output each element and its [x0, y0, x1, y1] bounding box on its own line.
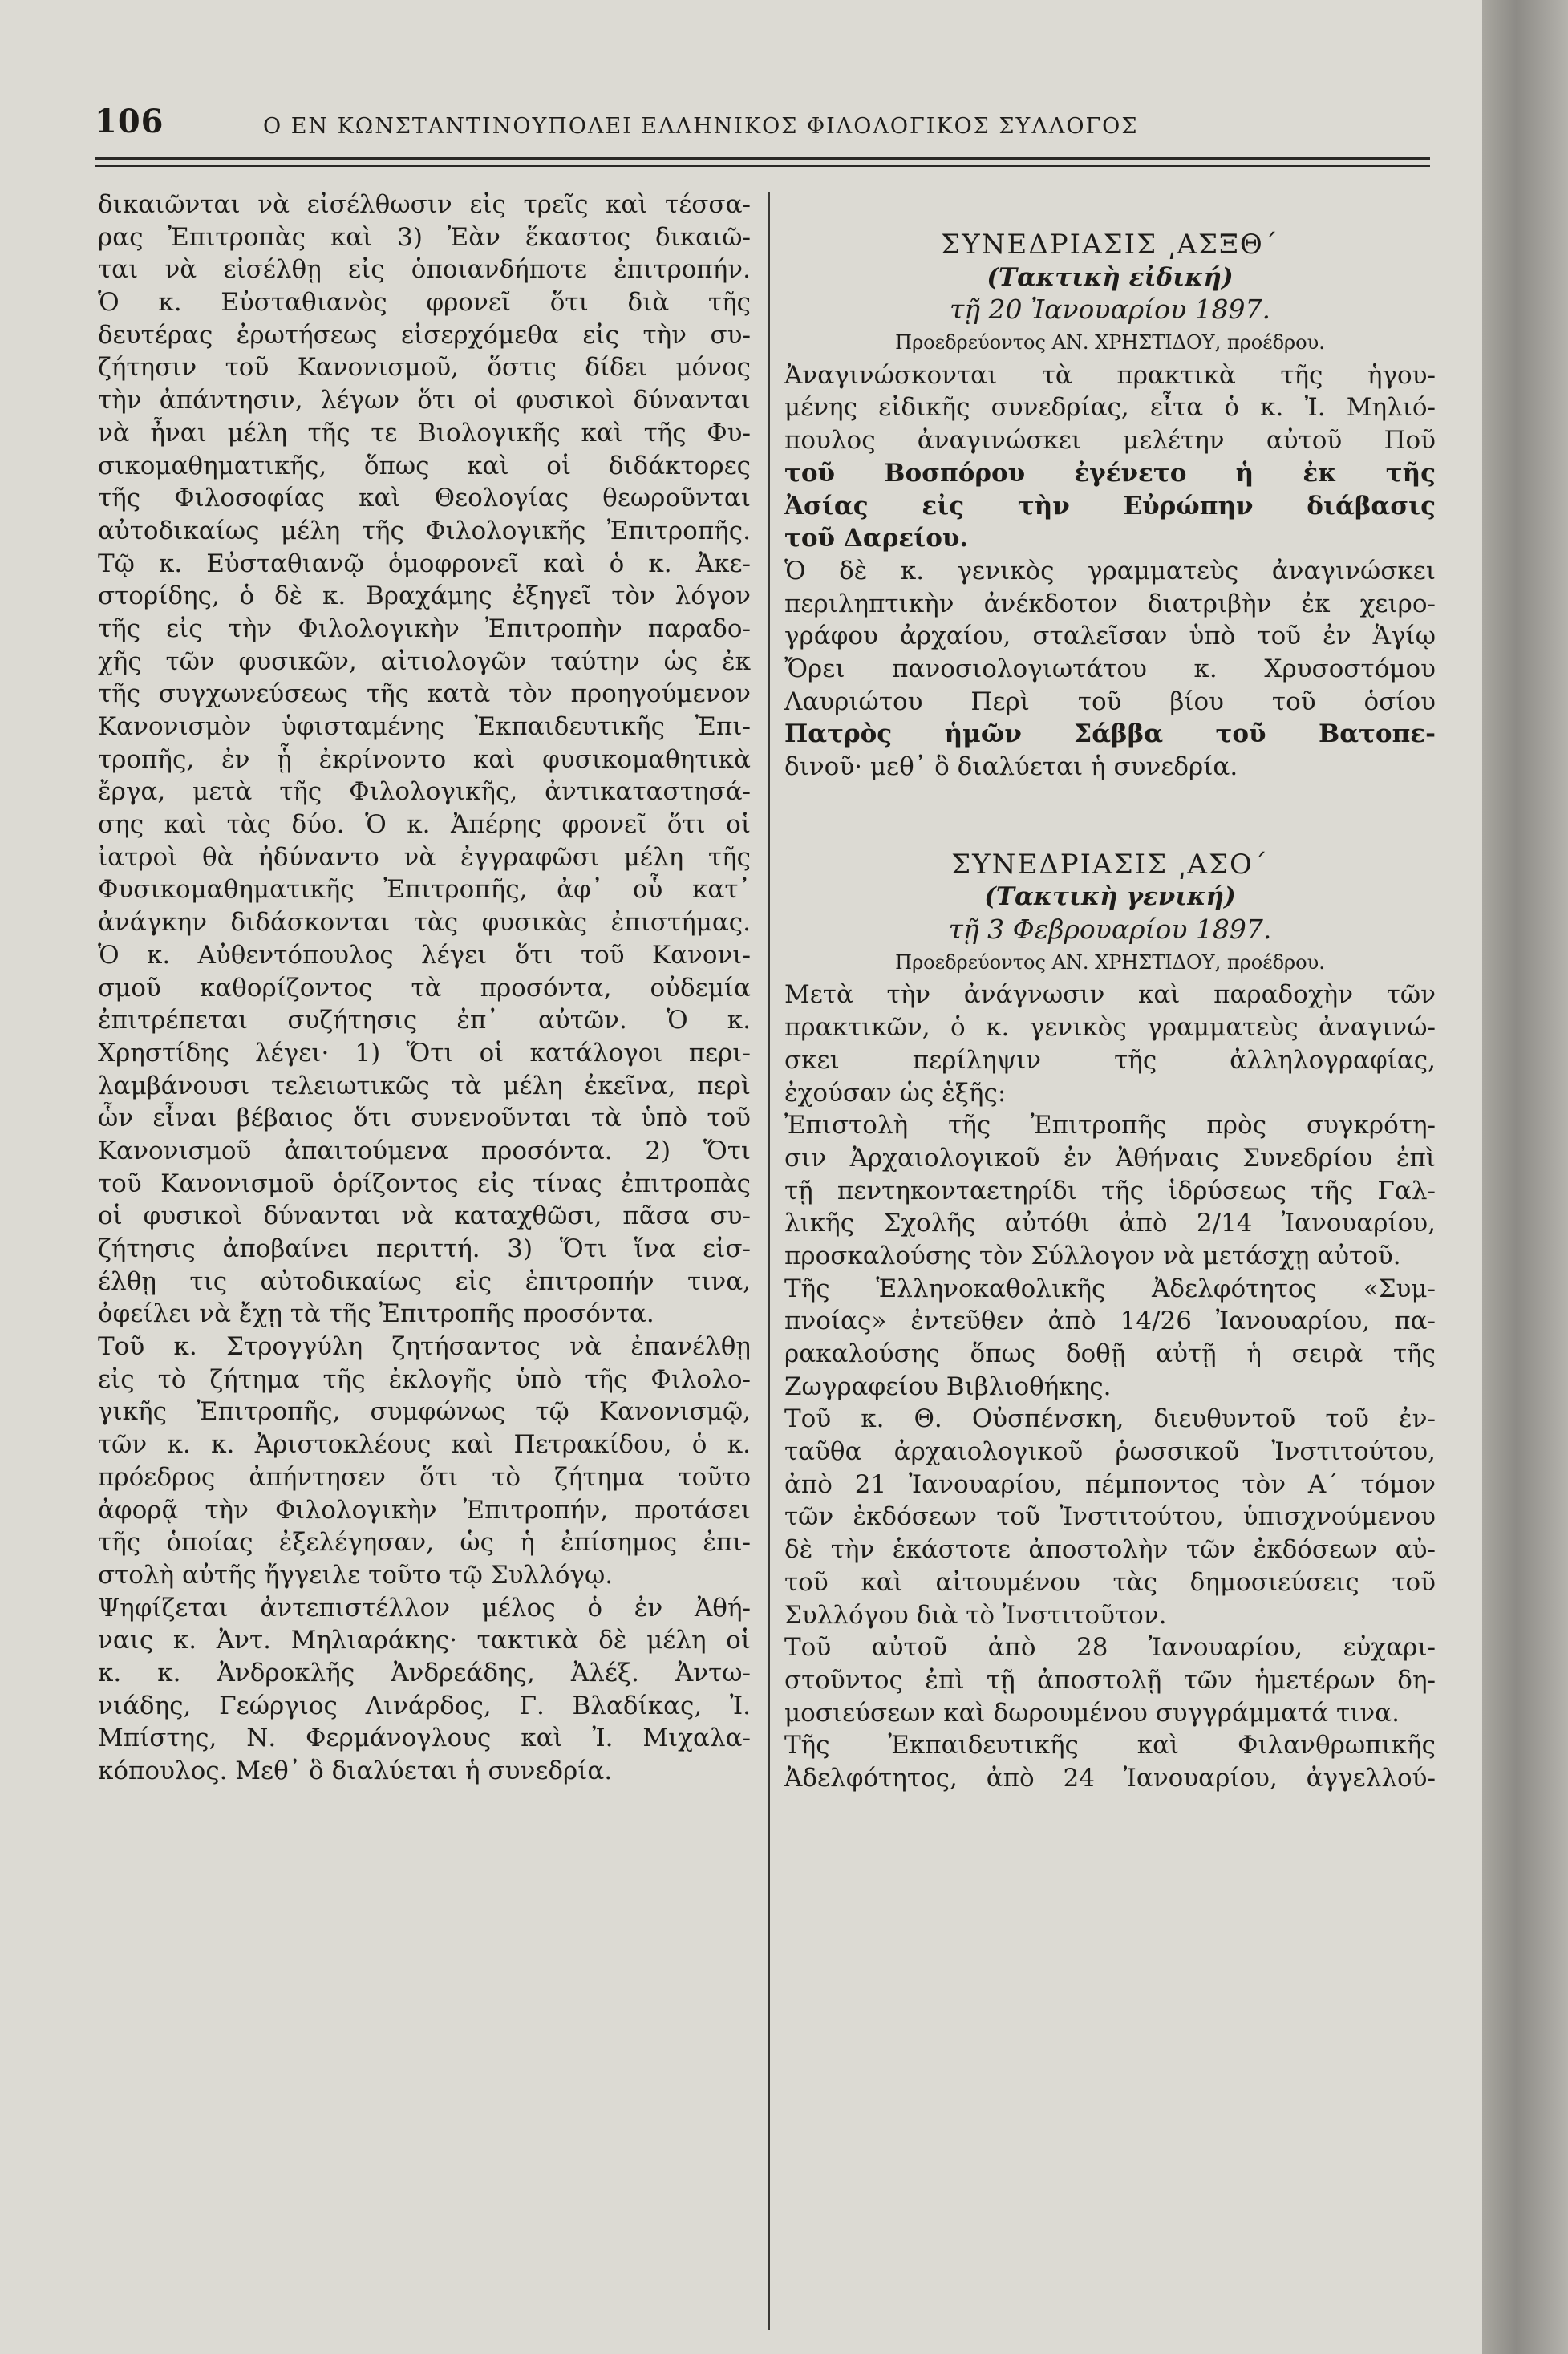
text-line: ζήτησις ἀποβαίνει περιττή. 3) Ὅτι ἵνα εἰσ-: [98, 1234, 751, 1263]
text-line: δικαιῶνται νὰ εἰσέλθωσιν εἰς τρεῖς καὶ τέσσα-: [98, 190, 751, 219]
text-line: Τῷ κ. Εὐσταθιανῷ ὁμοφρονεῖ καὶ ὁ κ. Ἀκε-: [98, 549, 751, 578]
text-line: αὐτοδικαίως μέλη τῆς Φιλολογικῆς Ἐπιτροπῆς.: [98, 516, 751, 545]
text-line: χῆς τῶν φυσικῶν, αἰτιολογῶν ταύτην ὡς ἐκ: [98, 646, 751, 676]
text-line: στορίδης, ὁ δὲ κ. Βραχάμης ἐξηγεῖ τὸν λόγον: [98, 581, 751, 611]
text-line: Ζωγραφείου Βιβλιοθήκης.: [784, 1371, 1112, 1401]
text-line: πρακτικῶν, ὁ κ. γενικὸς γραμματεὺς ἀναγινώ-: [784, 1013, 1436, 1043]
text-line: ἐχούσαν ὡς ἑξῆς:: [784, 1078, 1007, 1108]
text-line: ἔργα, μετὰ τῆς Φιλολογικῆς, ἀντικαταστησά-: [98, 777, 751, 807]
text-line: κόπουλος. Μεθ᾽ ὃ διαλύεται ἡ συνεδρία.: [98, 1756, 613, 1785]
header-rule-thin: [95, 165, 1430, 167]
text-line: ρας Ἐπιτροπὰς καὶ 3) Ἐὰν ἕκαστος δικαιῶ-: [98, 222, 751, 252]
text-line: ἀφορᾷ τὴν Φιλολογικὴν Ἐπιτροπήν, προτάσει: [98, 1495, 751, 1525]
running-title: Ο ΕΝ ΚΩΝΣΤΑΝΤΙΝΟΥΠΟΛΕΙ ΕΛΛΗΝΙΚΟΣ ΦΙΛΟΛΟΓΙΚΟΣ ΣΥΛΛΟΓΟΣ: [263, 114, 1139, 139]
text-line: νιάδης, Γεώργιος Λινάρδος, Γ. Βλαδίκας, Ἰ.: [98, 1691, 751, 1720]
text-line: τῶν ἐκδόσεων τοῦ Ἰνστιτούτου, ὑπισχνούμενου: [784, 1502, 1436, 1532]
text-line: ναις κ. Ἀντ. Μηλιαράκης· τακτικὰ δὲ μέλη οἱ: [98, 1626, 751, 1655]
text-line: στολὴ αὐτῆς ἤγγειλε τοῦτο τῷ Συλλόγῳ.: [98, 1560, 614, 1590]
session-title: ΣΥΝΕΔΡΙΑΣΙΣ ͵ΑΣΟ´: [951, 848, 1269, 881]
text-line: έλθῃ τις αὐτοδικαίως εἰς ἐπιτροπήν τινα,: [98, 1266, 751, 1296]
text-line: ζήτησιν τοῦ Κανονισμοῦ, ὅστις δίδει μόνος: [98, 353, 751, 383]
session-subtitle: (Τακτικὴ εἰδική): [987, 262, 1234, 292]
text-line: ἀπὸ 21 Ἰανουαρίου, πέμποντος τὸν Α´ τόμον: [784, 1469, 1436, 1499]
text-line: εἰς τὸ ζήτημα τῆς ἐκλογῆς ὑπὸ τῆς Φιλολο-: [98, 1364, 751, 1394]
text-line: ἐπιτρέπεται συζήτησις ἐπ᾽ αὐτῶν. Ὁ κ.: [98, 1006, 751, 1035]
text-line: τῆς Φιλοσοφίας καὶ Θεολογίας θεωροῦνται: [98, 484, 751, 513]
text-line: νὰ ἦναι μέλη τῆς τε Βιολογικῆς καὶ τῆς Φυ-: [98, 418, 751, 448]
text-line: δὲ τὴν ἑκάστοτε ἀποστολὴν τῶν ἐκδόσεων αὐ-: [784, 1535, 1436, 1565]
text-line: περιληπτικὴν ἀνέκδοτον διατριβὴν ἐκ χειρο-: [784, 589, 1436, 618]
text-line: Ἐπιστολὴ τῆς Ἐπιτροπῆς πρὸς συγκρότη-: [784, 1111, 1436, 1141]
text-line: ἰατροὶ θὰ ἠδύναντο νὰ ἐγγραφῶσι μέλη τῆς: [98, 842, 751, 872]
text-line: τροπῆς, ἐν ᾗ ἐκρίνοντο καὶ φυσικομαθητικὰ: [98, 744, 751, 774]
session-date: τῇ 3 Φεβρουαρίου 1897.: [948, 914, 1272, 946]
text-line: οἱ φυσικοὶ δύνανται νὰ καταχθῶσι, πᾶσα συ-: [98, 1201, 751, 1231]
text-line: Ὁ δὲ κ. γενικὸς γραμματεὺς ἀναγινώσκει: [784, 556, 1436, 585]
session-subtitle: (Τακτικὴ γενική): [984, 882, 1236, 912]
text-line: Τῆς Ἑλληνοκαθολικῆς Ἀδελφότητος «Συμ-: [784, 1274, 1436, 1303]
right-column: [784, 188, 1436, 1795]
text-line: Πατρὸς ἡμῶν Σάββα τοῦ Βατοπε-: [784, 719, 1436, 749]
text-line: τοῦ καὶ αἰτουμένου τὰς δημοσιεύσεις τοῦ: [784, 1567, 1436, 1597]
text-line: Συλλόγου διὰ τὸ Ἰνστιτοῦτον.: [784, 1600, 1167, 1630]
text-line: Τοῦ κ. Στρογγύλη ζητήσαντος νὰ ἐπανέλθῃ: [98, 1332, 751, 1362]
session-date: τῇ 20 Ἰανουαρίου 1897.: [950, 294, 1270, 326]
column-divider: [768, 192, 770, 2330]
text-line: πνοίας» ἐντεῦθεν ἀπὸ 14/26 Ἰανουαρίου, πα-: [784, 1307, 1436, 1336]
text-line: τῆς ὁποίας ἐξελέγησαν, ὡς ἡ ἐπίσημος ἐπι-: [98, 1528, 751, 1558]
text-line: στοῦντος ἐπὶ τῇ ἀποστολῇ τῶν ἡμετέρων δη-: [784, 1665, 1436, 1695]
text-line: ρακαλούσης ὅπως δοθῇ αὐτῇ ἡ σειρὰ τῆς: [784, 1339, 1436, 1368]
text-line: τῇ πεντηκονταετηρίδι τῆς ἱδρύσεως τῆς Γαλ-: [784, 1176, 1436, 1205]
text-line: μοσιεύσεων καὶ δωρουμένου συγγράμματά τινα.: [784, 1698, 1400, 1728]
left-column: [98, 188, 751, 1788]
text-line: προσκαλούσης τὸν Σύλλογον νὰ μετάσχῃ αὐτοῦ.: [784, 1241, 1401, 1270]
text-line: Ὁ κ. Αὐθεντόπουλος λέγει ὅτι τοῦ Κανονι-: [98, 940, 751, 970]
text-line: Φυσικομαθηματικῆς Ἐπιτροπῆς, ἀφ᾽ οὗ κατ᾽: [98, 875, 751, 905]
text-line: Τοῦ κ. Θ. Οὐσπένσκη, διευθυντοῦ τοῦ ἐν-: [784, 1404, 1436, 1434]
header-rule: [95, 157, 1430, 160]
text-line: γικῆς Ἐπιτροπῆς, συμφώνως τῷ Κανονισμῷ,: [98, 1397, 751, 1427]
text-line: Μετὰ τὴν ἀνάγνωσιν καὶ παραδοχὴν τῶν: [784, 980, 1436, 1010]
text-line: τοῦ Δαρείου.: [784, 524, 969, 553]
text-line: μένης εἰδικῆς συνεδρίας, εἶτα ὁ κ. Ἰ. Μηλιό-: [784, 393, 1436, 423]
text-line: ὧν εἶναι βέβαιος ὅτι συνενοῦνται τὰ ὑπὸ τοῦ: [98, 1104, 751, 1133]
text-line: σικομαθηματικῆς, ὅπως καὶ οἱ διδάκτορες: [98, 451, 751, 480]
text-line: Κανονισμοῦ ἀπαιτούμενα προσόντα. 2) Ὅτι: [98, 1136, 751, 1165]
text-line: σκει περίληψιν τῆς ἀλληλογραφίας,: [784, 1045, 1436, 1075]
text-line: τὴν ἀπάντησιν, λέγων ὅτι οἱ φυσικοὶ δύνανται: [98, 386, 751, 415]
text-line: γράφου ἀρχαίου, σταλεῖσαν ὑπὸ τοῦ ἐν Ἁγίῳ: [784, 622, 1436, 651]
session-president: Προεδρεύοντος ΑΝ. ΧΡΗΣΤΙΔΟΥ, προέδρου.: [895, 331, 1325, 355]
text-line: ἀνάγκην διδάσκονται τὰς φυσικὰς ἐπιστήμας.: [98, 908, 751, 938]
session-title: ΣΥΝΕΔΡΙΑΣΙΣ ͵ΑΣΞΘ´: [941, 229, 1279, 261]
text-line: Μπίστης, Ν. Φερμάνογλους καὶ Ἰ. Μιχαλα-: [98, 1724, 751, 1753]
text-line: λικῆς Σχολῆς αὐτόθι ἀπὸ 2/14 Ἰανουαρίου,: [784, 1209, 1436, 1238]
text-line: λαμβάνουσι τελειωτικῶς τὰ μέλη ἐκεῖνα, περὶ: [98, 1071, 751, 1100]
text-line: σης καὶ τὰς δύο. Ὁ κ. Ἀπέρης φρονεῖ ὅτι οἱ: [98, 810, 751, 840]
text-line: τοῦ Κανονισμοῦ ὁρίζοντος εἰς τίνας ἐπιτροπὰς: [98, 1169, 751, 1198]
text-line: Ὄρει πανοσιολογιωτάτου κ. Χρυσοστόμου: [784, 654, 1436, 683]
text-line: Ὁ κ. Εὐσταθιανὸς φρονεῖ ὅτι διὰ τῆς: [98, 288, 751, 318]
text-line: Κανονισμὸν ὑφισταμένης Ἐκπαιδευτικῆς Ἐπι-: [98, 712, 751, 741]
text-line: κ. κ. Ἀνδροκλῆς Ἀνδρεάδης, Ἀλέξ. Ἀντω-: [98, 1658, 751, 1688]
text-line: ὀφείλει νὰ ἔχῃ τὰ τῆς Ἐπιτροπῆς προσόντα.: [98, 1299, 654, 1329]
text-line: τῆς συγχωνεύσεως τῆς κατὰ τὸν προηγούμενον: [98, 679, 751, 709]
page-header: [95, 103, 1430, 151]
section-gap: [784, 784, 1436, 849]
text-line: Λαυριώτου Περὶ τοῦ βίου τοῦ ὁσίου: [784, 687, 1436, 716]
session-president: Προεδρεύοντος ΑΝ. ΧΡΗΣΤΙΔΟΥ, προέδρου.: [895, 950, 1325, 974]
text-line: Ἀναγινώσκονται τὰ πρακτικὰ τῆς ἡγου-: [784, 360, 1436, 390]
text-line: Τῆς Ἐκπαιδευτικῆς καὶ Φιλανθρωπικῆς: [784, 1731, 1436, 1760]
text-line: Ἀδελφότητος, ἀπὸ 24 Ἰανουαρίου, ἀγγελλού-: [784, 1763, 1436, 1793]
text-line: τῶν κ. κ. Ἀριστοκλέους καὶ Πετρακίδου, ὁ κ.: [98, 1430, 751, 1460]
text-line: ταῦθα ἀρχαιολογικοῦ ῥωσσικοῦ Ἰνστιτούτου,: [784, 1437, 1436, 1467]
text-line: σιν Ἀρχαιολογικοῦ ἐν Ἀθήναις Συνεδρίου ἐπὶ: [784, 1143, 1436, 1173]
text-line: σμοῦ καθορίζοντος τὰ προσόντα, οὐδεμία: [98, 973, 751, 1003]
text-line: Χρηστίδης λέγει· 1) Ὅτι οἱ κατάλογοι περι-: [98, 1038, 751, 1068]
text-line: δινοῦ· μεθ᾽ ὃ διαλύεται ἡ συνεδρία.: [784, 752, 1238, 781]
page-edge-shadow: [1482, 0, 1568, 2354]
text-line: τῆς εἰς τὴν Φιλολογικὴν Ἐπιτροπὴν παραδο-: [98, 614, 751, 643]
text-line: τοῦ Βοσπόρου ἐγένετο ἡ ἐκ τῆς: [784, 458, 1436, 488]
page-number: 106: [95, 103, 164, 140]
text-line: Ψηφίζεται ἀντεπιστέλλον μέλος ὁ ἐν Ἀθή-: [98, 1593, 751, 1623]
text-line: Ἀσίας εἰς τὴν Εὐρώπην διάβασις: [784, 491, 1436, 521]
text-line: πρόεδρος ἀπήντησεν ὅτι τὸ ζήτημα τοῦτο: [98, 1462, 751, 1492]
text-line: Τοῦ αὐτοῦ ἀπὸ 28 Ἰανουαρίου, εὐχαρι-: [784, 1633, 1436, 1663]
text-line: δευτέρας ἐρωτήσεως εἰσερχόμεθα εἰς τὴν συ-: [98, 320, 751, 350]
text-line: ται νὰ εἰσέλθῃ εἰς ὁποιανδήποτε ἐπιτροπήν.: [98, 255, 751, 285]
text-line: πουλος ἀναγινώσκει μελέτην αὐτοῦ Ποῦ: [784, 426, 1436, 456]
